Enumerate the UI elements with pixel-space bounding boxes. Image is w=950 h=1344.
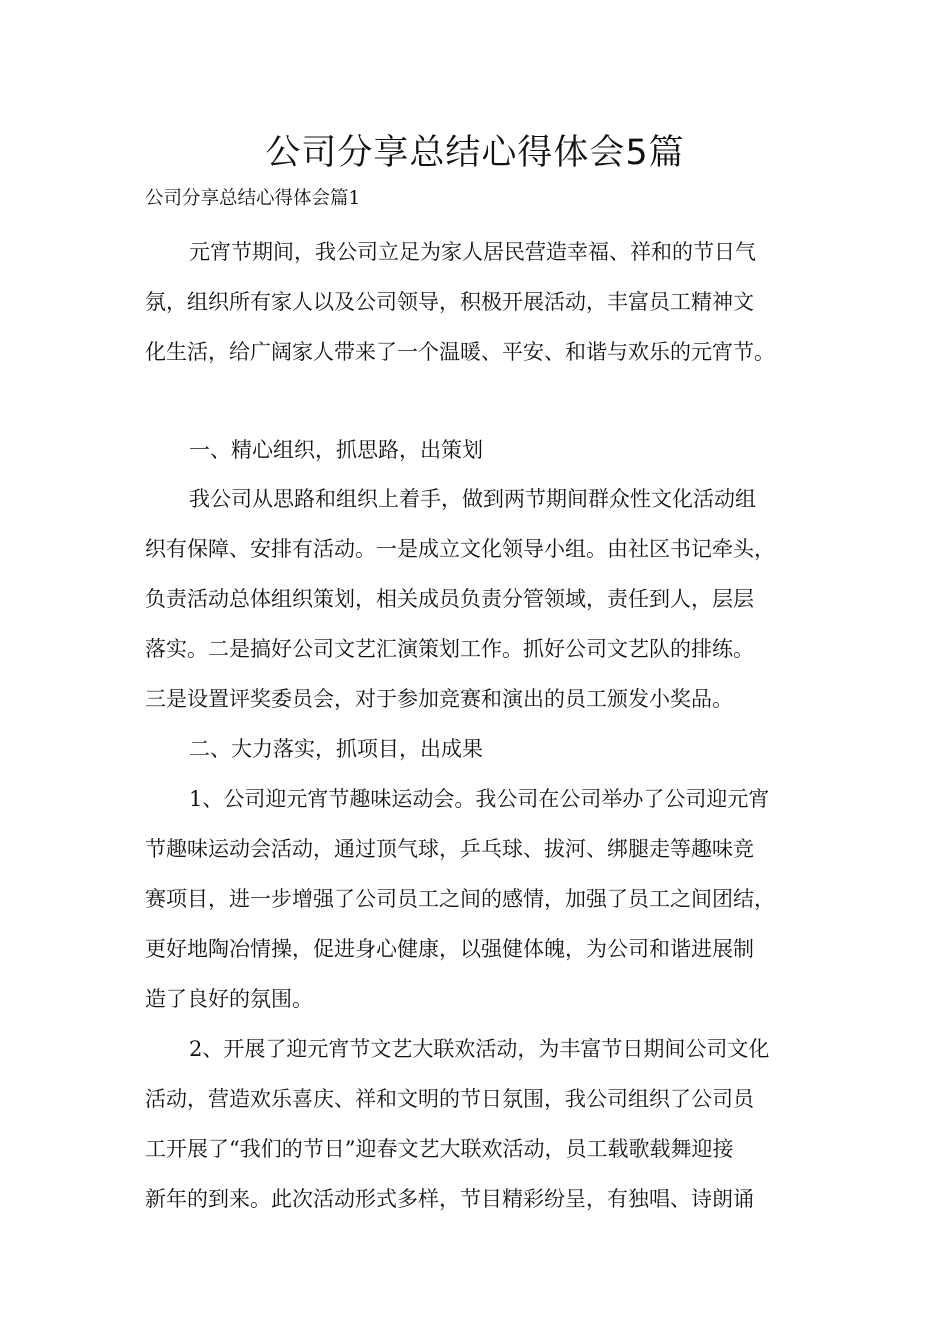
section-heading: 公司分享总结心得体会篇1	[145, 188, 361, 209]
paragraph-line: 造了良好的氛围。	[145, 987, 313, 1011]
paragraph-line: 氛，组织所有家人以及公司领导，积极开展活动，丰富员工精神文	[145, 290, 754, 314]
paragraph-line: 元宵节期间，我公司立足为家人居民营造幸福、祥和的节日气	[189, 240, 756, 264]
paragraph-line: 赛项目，进一步增强了公司员工之间的感情，加强了员工之间团结，	[145, 887, 775, 911]
paragraph-line: 活动，营造欢乐喜庆、祥和文明的节日氛围，我公司组织了公司员	[145, 1087, 754, 1111]
section-heading-line: 二、大力落实，抓项目，出成果	[189, 737, 483, 761]
paragraph-line: 更好地陶冶情操，促进身心健康，以强健体魄，为公司和谐进展制	[145, 937, 754, 961]
paragraph-line: 落实。二是搞好公司文艺汇演策划工作。抓好公司文艺队的排练。	[145, 637, 754, 661]
document-title: 公司分享总结心得体会5篇	[265, 133, 685, 173]
paragraph-line: 节趣味运动会活动，通过顶气球，乒乓球、拔河、绑腿走等趣味竞	[145, 837, 754, 861]
paragraph-line: 1、公司迎元宵节趣味运动会。我公司在公司举办了公司迎元宵	[189, 787, 770, 811]
section-heading-line: 一、精心组织，抓思路，出策划	[189, 438, 483, 462]
paragraph-line: 新年的到来。此次活动形式多样，节目精彩纷呈，有独唱、诗朗诵	[145, 1187, 754, 1211]
paragraph-line: 化生活，给广阔家人带来了一个温暖、平安、和谐与欢乐的元宵节。	[145, 340, 775, 364]
paragraph-line: 三是设置评奖委员会，对于参加竞赛和演出的员工颁发小奖品。	[145, 687, 733, 711]
paragraph-line: 织有保障、安排有活动。一是成立文化领导小组。由社区书记牵头，	[145, 537, 775, 561]
paragraph-line: 负责活动总体组织策划，相关成员负责分管领域，责任到人，层层	[145, 587, 754, 611]
paragraph-line: 我公司从思路和组织上着手，做到两节期间群众性文化活动组	[189, 487, 756, 511]
paragraph-line: 工开展了“我们的节日”迎春文艺大联欢活动，员工载歌载舞迎接	[145, 1137, 734, 1161]
paragraph-line: 2、开展了迎元宵节文艺大联欢活动，为丰富节日期间公司文化	[189, 1037, 770, 1061]
